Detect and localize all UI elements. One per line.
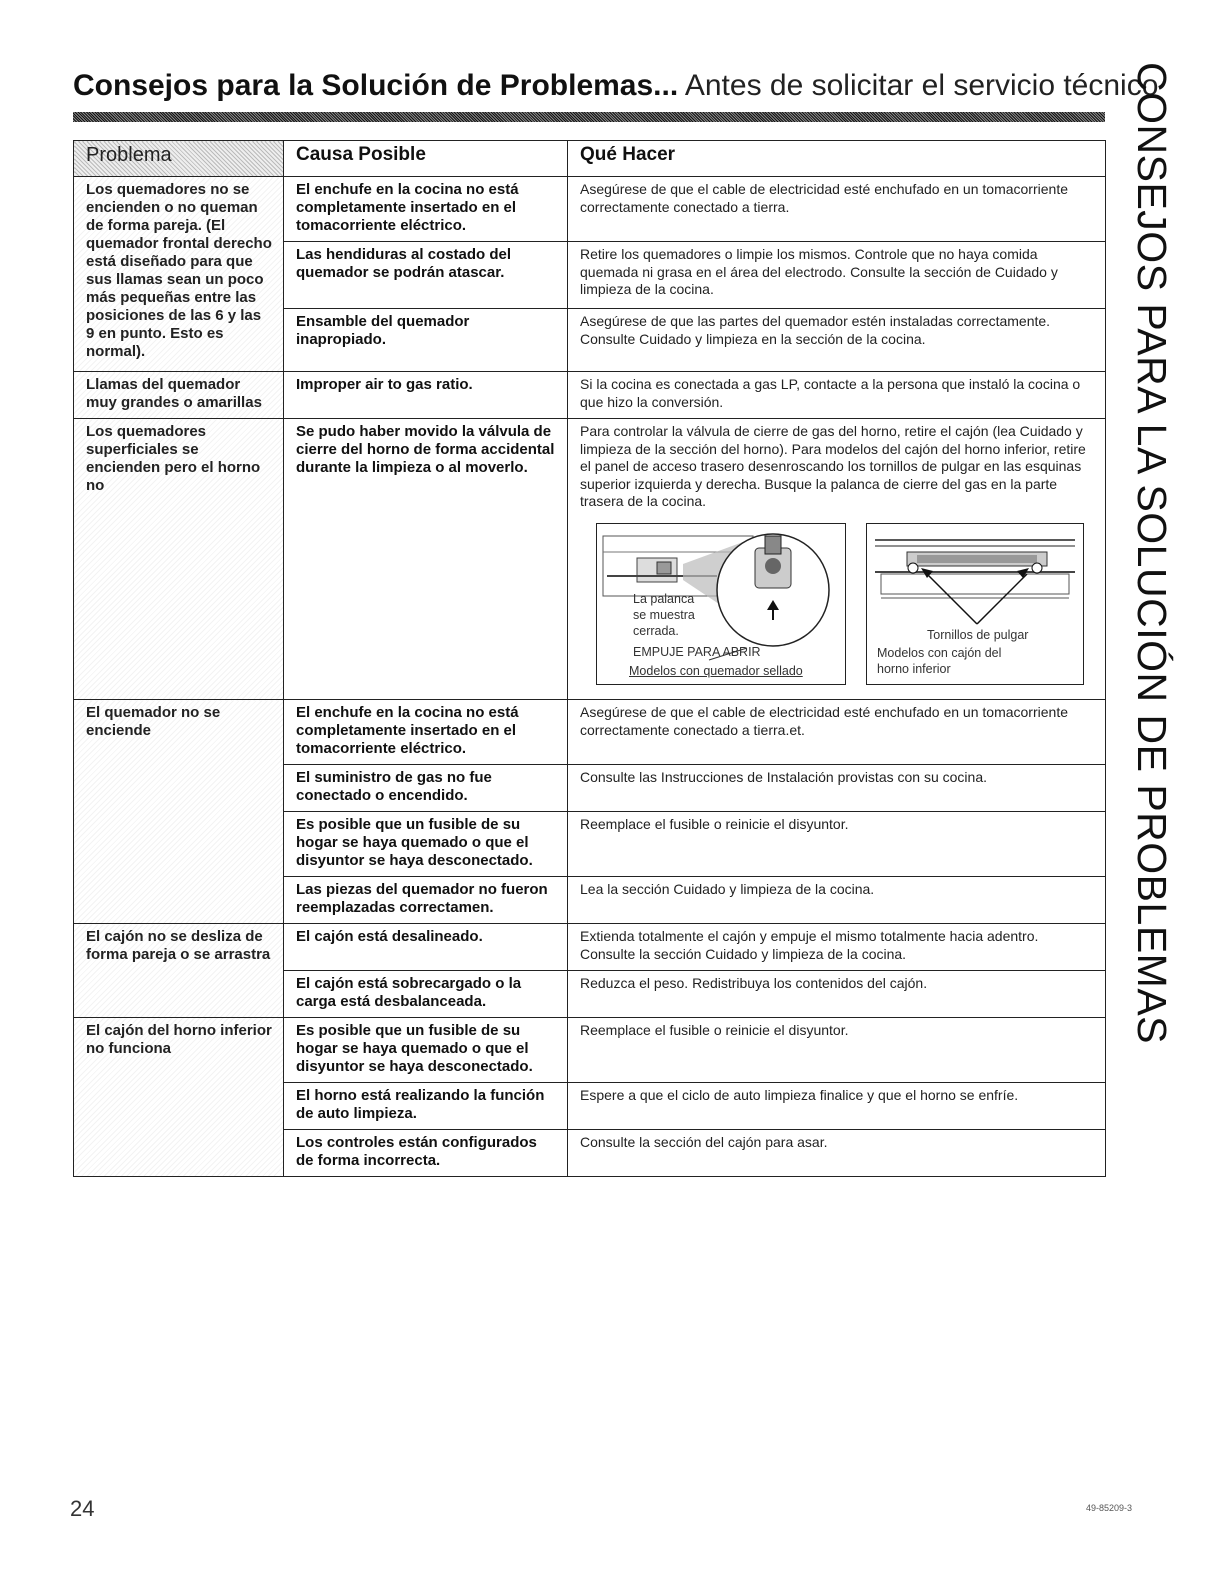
- cause-cell: Las hendiduras al costado del quemador se podrán atascar.: [284, 242, 568, 309]
- table-row: [74, 700, 1106, 765]
- todo-cell: Reemplace el fusible o reinicie el disyuntor.: [568, 812, 1106, 877]
- side-title: [1122, 62, 1182, 1045]
- caption-shown: se muestra: [633, 607, 695, 622]
- problem-cell: El quemador no se enciende: [74, 700, 284, 924]
- todo-cell: Reemplace el fusible o reinicie el disyuntor.: [568, 1018, 1106, 1083]
- page-number: 24: [70, 1496, 95, 1521]
- table-row: [74, 1018, 1106, 1083]
- todo-cell: Asegúrese de que el cable de electricidad esté enchufado en un tomacorriente correctamente conectado a tierra.: [568, 177, 1106, 242]
- cause-cell: Ensamble del quemador inapropiado.: [284, 309, 568, 372]
- cause-cell: El enchufe en la cocina no está completamente insertado en el tomacorriente eléctrico.: [284, 700, 568, 765]
- todo-text: Para controlar la válvula de cierre de gas del horno, retire el cajón (lea Cuidado y limpieza de la sección del horno). Para modelos del cajón del horno inferior, retire el panel de acceso trasero desenroscando los tornillos de pulgar en las esquinas superior izquierda y derecha. Busque la palanca de cierre del gas en la parte trasera de la cocina.: [580, 423, 1086, 509]
- caption-closed: cerrada.: [633, 623, 679, 638]
- todo-cell: Asegúrese de que las partes del quemador estén instaladas correctamente. Consulte Cuidado y limpieza en la sección de la cocina.: [568, 309, 1106, 372]
- troubleshooting-table: [73, 140, 1106, 1177]
- cause-cell: Improper air to gas ratio.: [284, 372, 568, 419]
- cause-cell: El cajón está sobrecargado o la carga está desbalanceada.: [284, 971, 568, 1018]
- caption-push-to-open: EMPUJE PARA ABRIR: [633, 644, 761, 659]
- todo-cell: Reduzca el peso. Redistribuya los contenidos del cajón.: [568, 971, 1106, 1018]
- cause-cell: Las piezas del quemador no fueron reemplazadas correctamen.: [284, 877, 568, 924]
- todo-cell: [568, 419, 1106, 700]
- cause-cell: El cajón está desalineado.: [284, 924, 568, 971]
- side-title-text: CONSEJOS PARA LA SOLUCIÓN DE PROBLEMAS: [1129, 62, 1175, 1045]
- caption-drawer-models: Modelos con cajón del: [877, 645, 1002, 660]
- todo-cell: Asegúrese de que el cable de electricidad esté enchufado en un tomacorriente correctamente conectado a tierra.et.: [568, 700, 1106, 765]
- problem-cell: Llamas del quemador muy grandes o amarillas: [74, 372, 284, 419]
- todo-cell: Si la cocina es conectada a gas LP, contacte a la persona que instaló la cocina o que hizo la conversión.: [568, 372, 1106, 419]
- todo-cell: Espere a que el ciclo de auto limpieza finalice y que el horno se enfríe.: [568, 1083, 1106, 1130]
- title-divider: [73, 112, 1105, 122]
- cause-cell: Se pudo haber movido la válvula de cierre del horno de forma accidental durante la limpieza o al moverlo.: [284, 419, 568, 700]
- todo-cell: Consulte las Instrucciones de Instalación provistas con su cocina.: [568, 765, 1106, 812]
- figures-container: [580, 523, 1095, 693]
- caption-lever: La palanca: [633, 591, 695, 606]
- problem-cell: Los quemadores no se encienden o no queman de forma pareja. (El quemador frontal derecho está diseñado para que sus llamas sean un poco más pequeñas entre las posiciones de las 6 y las 9 en punto. Esto es normal).: [74, 177, 284, 372]
- table-row: [74, 177, 1106, 242]
- caption-thumbscrews: Tornillos de pulgar: [927, 627, 1029, 642]
- header-problem: Problema: [74, 141, 284, 177]
- cause-cell: Es posible que un fusible de su hogar se haya quemado o que el disyuntor se haya desconectado.: [284, 1018, 568, 1083]
- table-row: [74, 372, 1106, 419]
- cause-cell: El suministro de gas no fue conectado o encendido.: [284, 765, 568, 812]
- todo-cell: Consulte la sección del cajón para asar.: [568, 1130, 1106, 1177]
- cause-cell: El horno está realizando la función de auto limpieza.: [284, 1083, 568, 1130]
- cause-cell: El enchufe en la cocina no está completamente insertado en el tomacorriente eléctrico.: [284, 177, 568, 242]
- figure-lower-drawer: [866, 523, 1084, 685]
- table-header-row: [74, 141, 1106, 177]
- page-title: [73, 66, 1159, 106]
- table-row: [74, 924, 1106, 971]
- problem-cell: Los quemadores superficiales se encienden pero el horno no: [74, 419, 284, 700]
- page-title-sub: Antes de solicitar el servicio técnico: [678, 69, 1159, 102]
- todo-cell: Extienda totalmente el cajón y empuje el mismo totalmente hacia adentro. Consulte la sección Cuidado y limpieza de la cocina.: [568, 924, 1106, 971]
- cause-cell: Es posible que un fusible de su hogar se haya quemado o que el disyuntor se haya desconectado.: [284, 812, 568, 877]
- caption-lower-oven: horno inferior: [877, 661, 951, 676]
- figure-sealed-burner: [596, 523, 846, 685]
- cause-cell: Los controles están configurados de forma incorrecta.: [284, 1130, 568, 1177]
- problem-cell: El cajón del horno inferior no funciona: [74, 1018, 284, 1177]
- caption-sealed-burner-models: Modelos con quemador sellado: [629, 663, 803, 678]
- problem-cell: El cajón no se desliza de forma pareja o se arrastra: [74, 924, 284, 1018]
- header-todo: Qué Hacer: [568, 141, 1106, 177]
- page-title-main: Consejos para la Solución de Problemas...: [73, 69, 679, 102]
- header-cause: Causa Posible: [284, 141, 568, 177]
- todo-cell: Lea la sección Cuidado y limpieza de la cocina.: [568, 877, 1106, 924]
- todo-cell: Retire los quemadores o limpie los mismos. Controle que no haya comida quemada ni grasa en el área del electrodo. Consulte la sección de Cuidado y limpieza de la cocina.: [568, 242, 1106, 309]
- table-row: [74, 419, 1106, 700]
- document-number: 49-85209-3: [1086, 1503, 1133, 1513]
